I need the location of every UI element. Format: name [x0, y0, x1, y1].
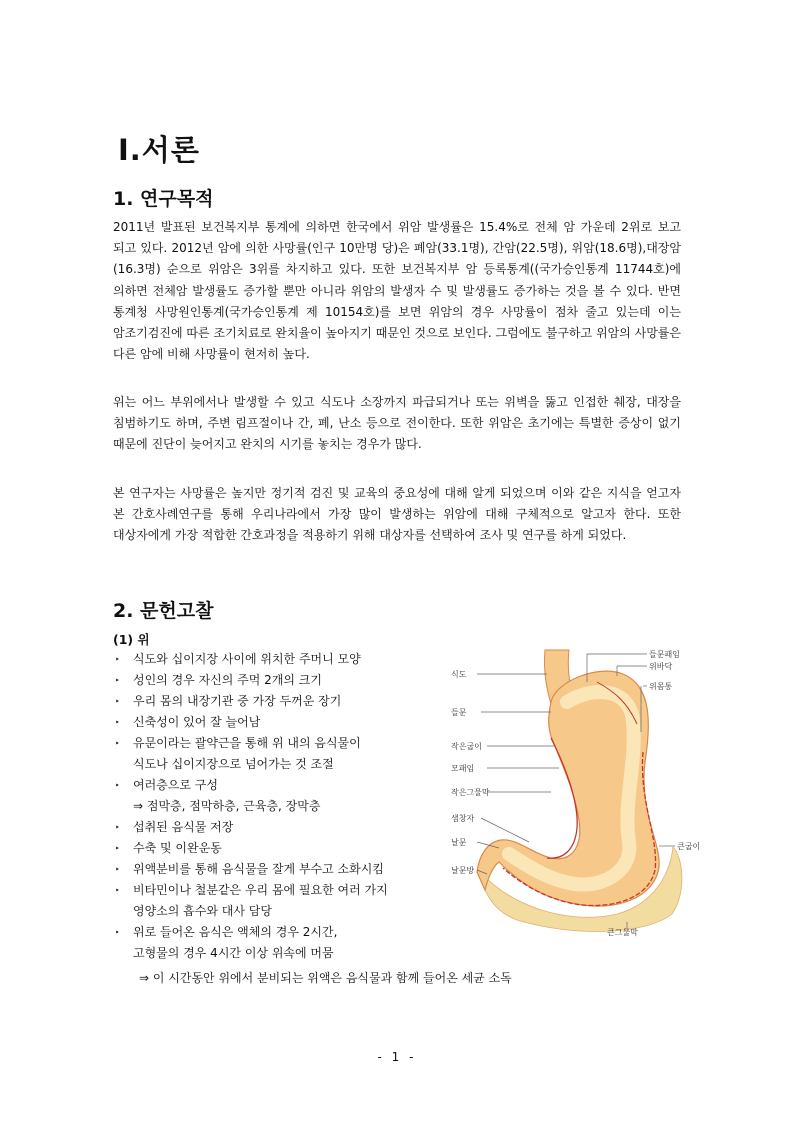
bullet-marker-icon: ‣: [115, 928, 120, 937]
stomach-fact-item: [115, 922, 445, 964]
stomach-fact-text: 여러층으로 구성: [133, 778, 218, 792]
section-heading-literature-review: 2. 문헌고찰: [113, 600, 214, 622]
stomach-fact-continuation: 영양소의 흡수와 대사 담당: [133, 904, 272, 918]
label-cardiac-notch: 들문패임: [649, 650, 680, 659]
stomach-fact-item: [115, 670, 445, 691]
stomach-fact-item: [115, 817, 445, 838]
subsection-heading-stomach: (1) 위: [113, 632, 150, 647]
stomach-fact-item: [115, 775, 445, 817]
stomach-fact-text: 신축성이 있어 잘 늘어남: [133, 715, 261, 729]
bullet-marker-icon: ‣: [115, 739, 120, 748]
stomach-fact-text: 성인의 경우 자신의 주먹 2개의 크기: [133, 673, 322, 687]
paragraph-2: 위는 어느 부위에서나 발생할 수 있고 식도나 소장까지 파급되거나 또는 위벽을 뚫고 인접한 췌장, 대장을 침범하기도 하며, 주변 림프절이나 간, 폐, 난소 등으로 전이한다. 또한 위암은 초기에는 특별한 증상이 없기 때문에 진단이 늦어지고 완치의 시기를 놓치는 경우가 많다.: [113, 395, 681, 452]
stomach-fact-item: [115, 859, 445, 880]
bullet-marker-icon: ‣: [115, 676, 120, 685]
stomach-fact-continuation: 고형물의 경우 4시간 이상 위속에 머뭄: [133, 946, 334, 960]
bullet-marker-icon: ‣: [115, 718, 120, 727]
stomach-anatomy-figure: [447, 642, 712, 938]
stomach-fact-text: 우리 몸의 내장기관 중 가장 두꺼운 장기: [133, 694, 342, 708]
label-esophagus: 식도: [451, 670, 467, 679]
label-pyloric-antrum: 날문방: [451, 866, 475, 875]
stomach-fact-item: [115, 691, 445, 712]
stomach-fact-item: [115, 733, 445, 775]
label-angular-notch: 모패임: [451, 764, 475, 773]
stomach-fact-item: [115, 649, 445, 670]
label-pylorus: 날문: [451, 838, 467, 847]
paragraph-1: 2011년 발표된 보건복지부 통계에 의하면 한국에서 위암 발생률은 15.4%로 전체 암 가운데 2위로 보고 되고 있다. 2012년 암에 의한 사망률(인구 10만명 당)은 폐암(33.1명), 간암(22.5명), 위암(18.6명),대장암(16.3명) 순으로 위암은 3위를 차지하고 있다. 또한 보건복지부 암 등록통계((국가승인통계 11744호)에 의하면 전체암 발생률도 증가할 뿐만 아니라 위암의 발생자 수 및 발생률도 증가하는 것을 볼 수 있다. 반면 통계청 사망원인통계(국가승인통계 제 10154호)를 보면 위암의 경우 사망률이 점차 줄고 있는데 이는 암조기검진에 따른 조기치료로 완치율이 높아지기 때문인 것으로 보인다. 그럼에도 불구하고 위암의 사망률은 다른 암에 비해 사망률이 현저히 높다.: [113, 220, 681, 362]
label-greater-omentum: 큰그물막: [607, 928, 638, 937]
stomach-fact-item: [115, 712, 445, 733]
bullet-marker-icon: ‣: [115, 655, 120, 664]
stomach-fact-text: 식도와 십이지장 사이에 위치한 주머니 모양: [133, 652, 361, 666]
stomach-fact-continuation: 식도나 십이지장으로 넘어가는 것 조절: [133, 757, 334, 771]
page-title: Ⅰ.서론: [118, 133, 200, 167]
stomach-fact-item: [115, 838, 445, 859]
stomach-facts-list: [115, 649, 445, 964]
stomach-note-line: ⇒ 이 시간동안 위에서 분비되는 위액은 음식물과 함께 들어온 세균 소독: [139, 971, 512, 985]
stomach-fact-item: [115, 880, 445, 922]
paragraph-3: 본 연구자는 사망률은 높지만 정기적 검진 및 교육의 중요성에 대해 알게 되었으며 이와 같은 지식을 얻고자 본 간호사례연구를 통해 우리나라에서 가장 많이 발생하는 위암에 대해 구체적으로 알고자 한다. 또한 대상자에게 가장 적합한 간호과정을 적용하기 위해 대상자를 선택하여 조사 및 연구를 하게 되었다.: [113, 486, 681, 543]
stomach-fact-text: 수축 및 이완운동: [133, 841, 222, 855]
label-greater-curvature: 큰굽이: [677, 842, 701, 851]
label-lesser-omentum: 작은그물막: [451, 788, 490, 797]
stomach-fact-text: 위액분비를 통해 음식물을 잘게 부수고 소화시킴: [133, 862, 384, 876]
label-cardia: 들문: [451, 708, 467, 717]
bullet-marker-icon: ‣: [115, 697, 120, 706]
stomach-fact-text: 유문이라는 괄약근을 통해 위 내의 음식물이: [133, 736, 361, 750]
label-stomach-body: 위몸통: [649, 682, 673, 691]
label-lesser-curvature: 작은굽이: [451, 742, 482, 751]
label-duodenum: 샘창자: [451, 814, 475, 823]
bullet-marker-icon: ‣: [115, 886, 120, 895]
bullet-marker-icon: ‣: [115, 781, 120, 790]
bullet-marker-icon: ‣: [115, 823, 120, 832]
stomach-fact-text: 섭취된 음식물 저장: [133, 820, 234, 834]
stomach-fact-text: 위로 들어온 음식은 액체의 경우 2시간,: [133, 925, 338, 939]
section-heading-research-purpose: 1. 연구목적: [113, 188, 214, 210]
bullet-marker-icon: ‣: [115, 844, 120, 853]
stomach-fact-text: 비타민이나 철분같은 우리 몸에 필요한 여러 가지: [133, 883, 388, 897]
bullet-marker-icon: ‣: [115, 865, 120, 874]
label-fundus: 위바닥: [649, 662, 673, 671]
stomach-fact-continuation: ⇒ 점막층, 점막하층, 근육층, 장막층: [133, 799, 321, 813]
page-number: - 1 -: [377, 1050, 417, 1064]
